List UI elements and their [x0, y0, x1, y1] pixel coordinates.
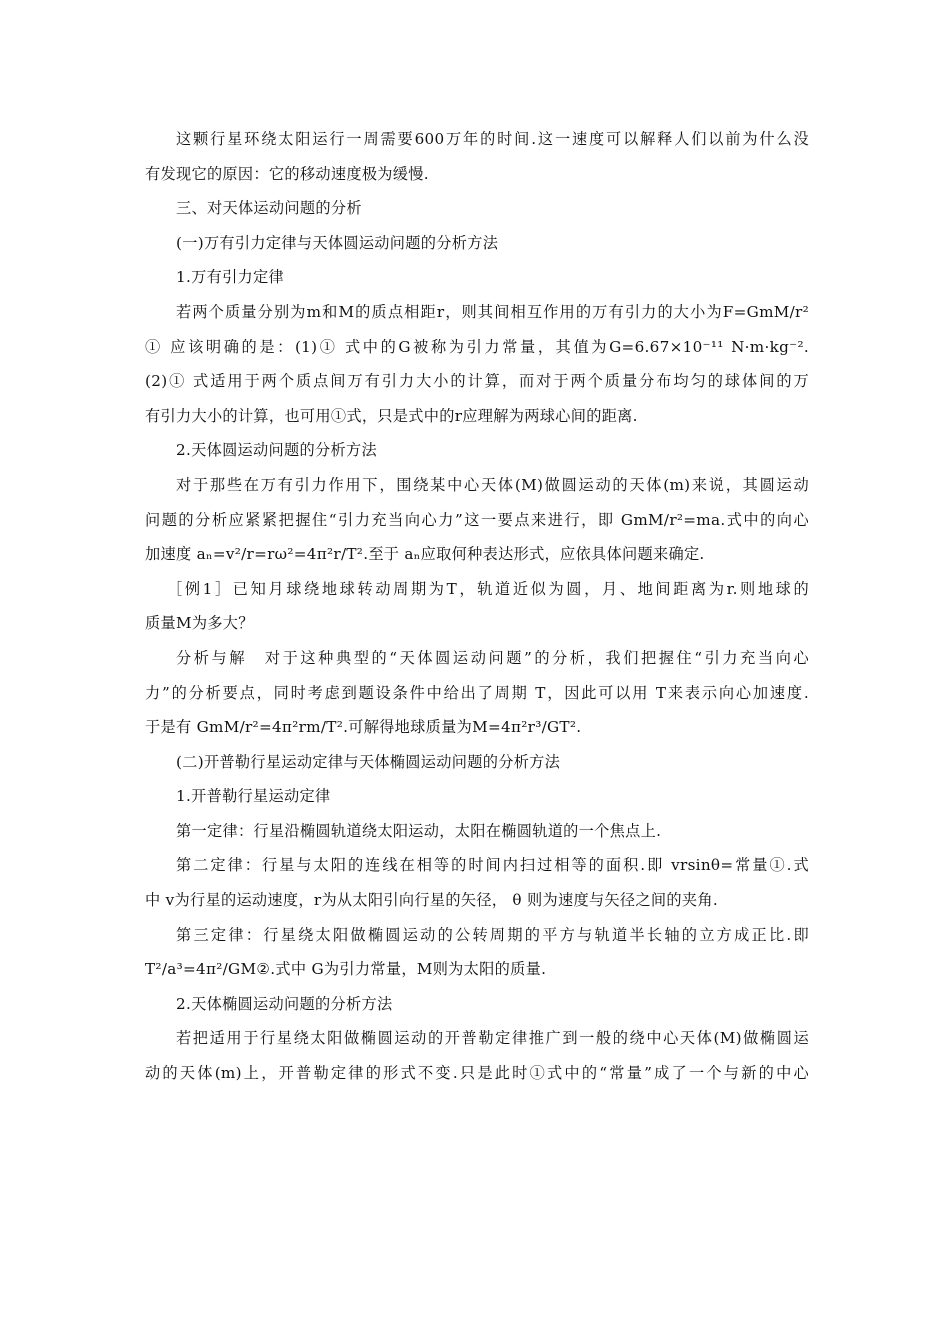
text-line: 三、对天体运动问题的分析: [176, 199, 362, 218]
text-line: 第三定律：行星绕太阳做椭圆运动的公转周期的平方与轨道半长轴的立方成正比.即: [176, 925, 809, 944]
text-line: 第一定律：行星沿椭圆轨道绕太阳运动，太阳在椭圆轨道的一个焦点上.: [176, 821, 662, 840]
text-line: 第二定律：行星与太阳的连线在相等的时间内扫过相等的面积.即 vrsinθ=常量①.式: [176, 856, 809, 875]
text-line: ［例1］已知月球绕地球转动周期为T，轨道近似为圆，月、地间距离为r.则地球的: [167, 579, 809, 598]
text-line: 质量M为多大？: [145, 614, 254, 633]
text-line: (2)① 式适用于两个质点间万有引力大小的计算，而对于两个质量分布均匀的球体间的万: [145, 372, 809, 391]
text-line: 有发现它的原因：它的移动速度极为缓慢.: [145, 164, 429, 183]
text-line: 若把适用于行星绕太阳做椭圆运动的开普勒定律推广到一般的绕中心天体(M)做椭圆运: [176, 1029, 809, 1048]
text-line: 1.开普勒行星运动定律: [176, 787, 331, 806]
text-line: 对于那些在万有引力作用下，围绕某中心天体(M)做圆运动的天体(m)来说，其圆运动: [176, 475, 809, 494]
text-line: 力”的分析要点，同时考虑到题设条件中给出了周期 T，因此可以用 T来表示向心加速度.: [145, 683, 809, 702]
text-line: 这颗行星环绕太阳运行一周需要600万年的时间.这一速度可以解释人们以前为什么没: [176, 130, 809, 148]
text-line: 中 v为行星的运动速度，r为从太阳引向行星的矢径， θ 则为速度与矢径之间的夹角.: [145, 891, 718, 910]
text-line: 有引力大小的计算，也可用①式，只是式中的r应理解为两球心间的距离.: [145, 406, 638, 425]
text-line: (二)开普勒行星运动定律与天体椭圆运动问题的分析方法: [176, 752, 561, 771]
text-line: 分析与解 对于这种典型的“天体圆运动问题”的分析，我们把握住“引力充当向心: [176, 648, 809, 667]
text-line: ① 应该明确的是：(1)① 式中的G被称为引力常量，其值为G=6.67×10⁻¹¹ N·m·kg⁻².: [145, 337, 809, 356]
text-line: (一)万有引力定律与天体圆运动问题的分析方法: [176, 233, 499, 252]
text-line: 1.万有引力定律: [176, 268, 285, 287]
text-line: 于是有 GmM/r²=4π²rm/T².可解得地球质量为M=4π²r³/GT².: [145, 718, 582, 737]
text-line: 动的天体(m)上，开普勒定律的形式不变.只是此时①式中的“常量”成了一个与新的中心: [145, 1064, 809, 1083]
text-line: 2.天体椭圆运动问题的分析方法: [176, 994, 393, 1013]
document-body: [145, 122, 809, 1091]
text-line: T²/a³=4π²/GM②.式中 G为引力常量，M则为太阳的质量.: [145, 960, 547, 979]
text-line: 加速度 aₙ=v²/r=rω²=4π²r/T².至于 aₙ应取何种表达形式，应依具体问题来确定.: [145, 545, 705, 564]
text-line: 若两个质量分别为m和M的质点相距r，则其间相互作用的万有引力的大小为F=GmM/r²: [176, 302, 809, 321]
text-line: 问题的分析应紧紧把握住“引力充当向心力”这一要点来进行，即 GmM/r²=ma.式中的向心: [145, 510, 809, 529]
text-line: 2.天体圆运动问题的分析方法: [176, 441, 377, 460]
